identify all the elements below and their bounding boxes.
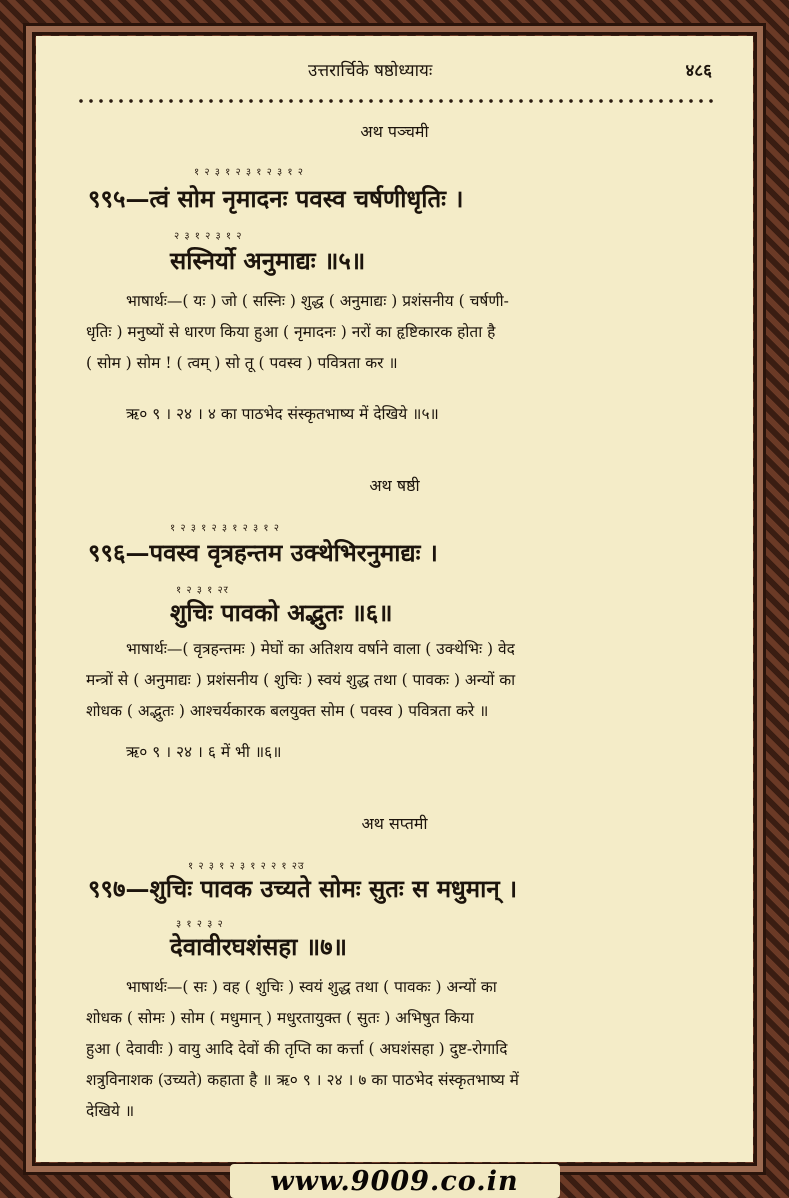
verse-line: ९९५—त्वं सोम नृमादनः पवस्व चर्षणीधृतिः । [88,184,464,213]
accent-marks: २ ३ १ २ ३ १ २ [174,231,243,242]
section-heading: अथ षष्ठी [369,476,420,495]
accent-marks: १ २ ३ १ २र [176,585,229,596]
book-page [36,36,753,1162]
page-header [76,58,716,88]
meaning-line: धृतिः ) मनुष्यों से धारण किया हुआ ( नृमादनः ) नरों का हृष्टिकारक होता है [86,323,496,341]
reference-note: ऋ० ९ । २४ । ६ में भी ॥६॥ [126,743,282,761]
meaning-line: ( सोम ) सोम ! ( त्वम् ) सो तू ( पवस्व ) पवित्रता कर ॥ [86,354,398,372]
section-heading: अथ पञ्चमी [360,122,429,141]
accent-marks: १ २ ३ १ २ ३ १ २ २ १ २उ [188,861,305,872]
meaning-line: भाषार्थः—( सः ) वह ( शुचिः ) स्वयं शुद्ध तथा ( पावकः ) अन्यों का [126,978,497,996]
header-title: उत्तरार्चिके षष्ठोध्यायः [308,61,433,81]
meaning-line: मन्त्रों से ( अनुमाद्यः ) प्रशंसनीय ( शुचिः ) स्वयं शुद्ध तथा ( पावकः ) अन्यों का [86,671,516,689]
verse-line: शुचिः पावको अद्भुतः ॥६॥ [170,598,393,627]
verse-line: ९९७—शुचिः पावक उच्यते सोमः सुतः स मधुमान् । [88,874,518,903]
meaning-paragraph [86,634,706,727]
reference-note: ऋ० ९ । २४ । ४ का पाठभेद संस्कृतभाष्य में देखिये ॥५॥ [126,405,439,423]
meaning-line: शोधक ( सोमः ) सोम ( मधुमान् ) मधुरतायुक्त ( सुतः ) अभिषुत किया [86,1009,474,1027]
accent-marks: १ २ ३ १ २ ३ १ २ ३ १ २ [194,167,304,178]
meaning-paragraph [86,972,706,1127]
meaning-paragraph [86,286,706,379]
meaning-line: भाषार्थः—( यः ) जो ( सस्निः ) शुद्ध ( अनुमाद्यः ) प्रशंसनीय ( चर्षणी- [126,292,509,310]
meaning-line: शत्रुविनाशक (उच्यते) कहाता है ॥ ऋ० ९ । २४ । ७ का पाठभेद संस्कृतभाष्य में [86,1071,519,1089]
meaning-line: हुआ ( देवावीः ) वायु आदि देवों की तृप्ति का कर्त्ता ( अघशंसहा ) दुष्ट-रोगादि [86,1040,508,1058]
verse-line: ९९६—पवस्व वृत्रहन्तम उक्थेभिरनुमाद्यः । [88,538,438,567]
website-watermark: www.9009.co.in [270,1166,519,1197]
verse-line: सस्निर्यो अनुमाद्यः ॥५॥ [170,246,366,275]
page-number: ४८६ [685,61,712,81]
verse-line: देवावीरघशंसहा ॥७॥ [170,932,347,961]
accent-marks: ३ १ २ ३ २ [176,919,224,930]
meaning-line: देखिये ॥ [86,1102,135,1120]
meaning-line: भाषार्थः—( वृत्रहन्तमः ) मेघों का अतिशय वर्षाने वाला ( उक्थेभिः ) वेद [126,640,515,658]
meaning-line: शोधक ( अद्भुतः ) आश्चर्यकारक बलयुक्त सोम ( पवस्व ) पवित्रता करे ॥ [86,702,489,720]
section-heading: अथ सप्तमी [361,814,428,833]
accent-marks: १ २ ३ १ २ ३ १ २ ३ १ २ [170,523,280,534]
header-divider [76,96,716,106]
